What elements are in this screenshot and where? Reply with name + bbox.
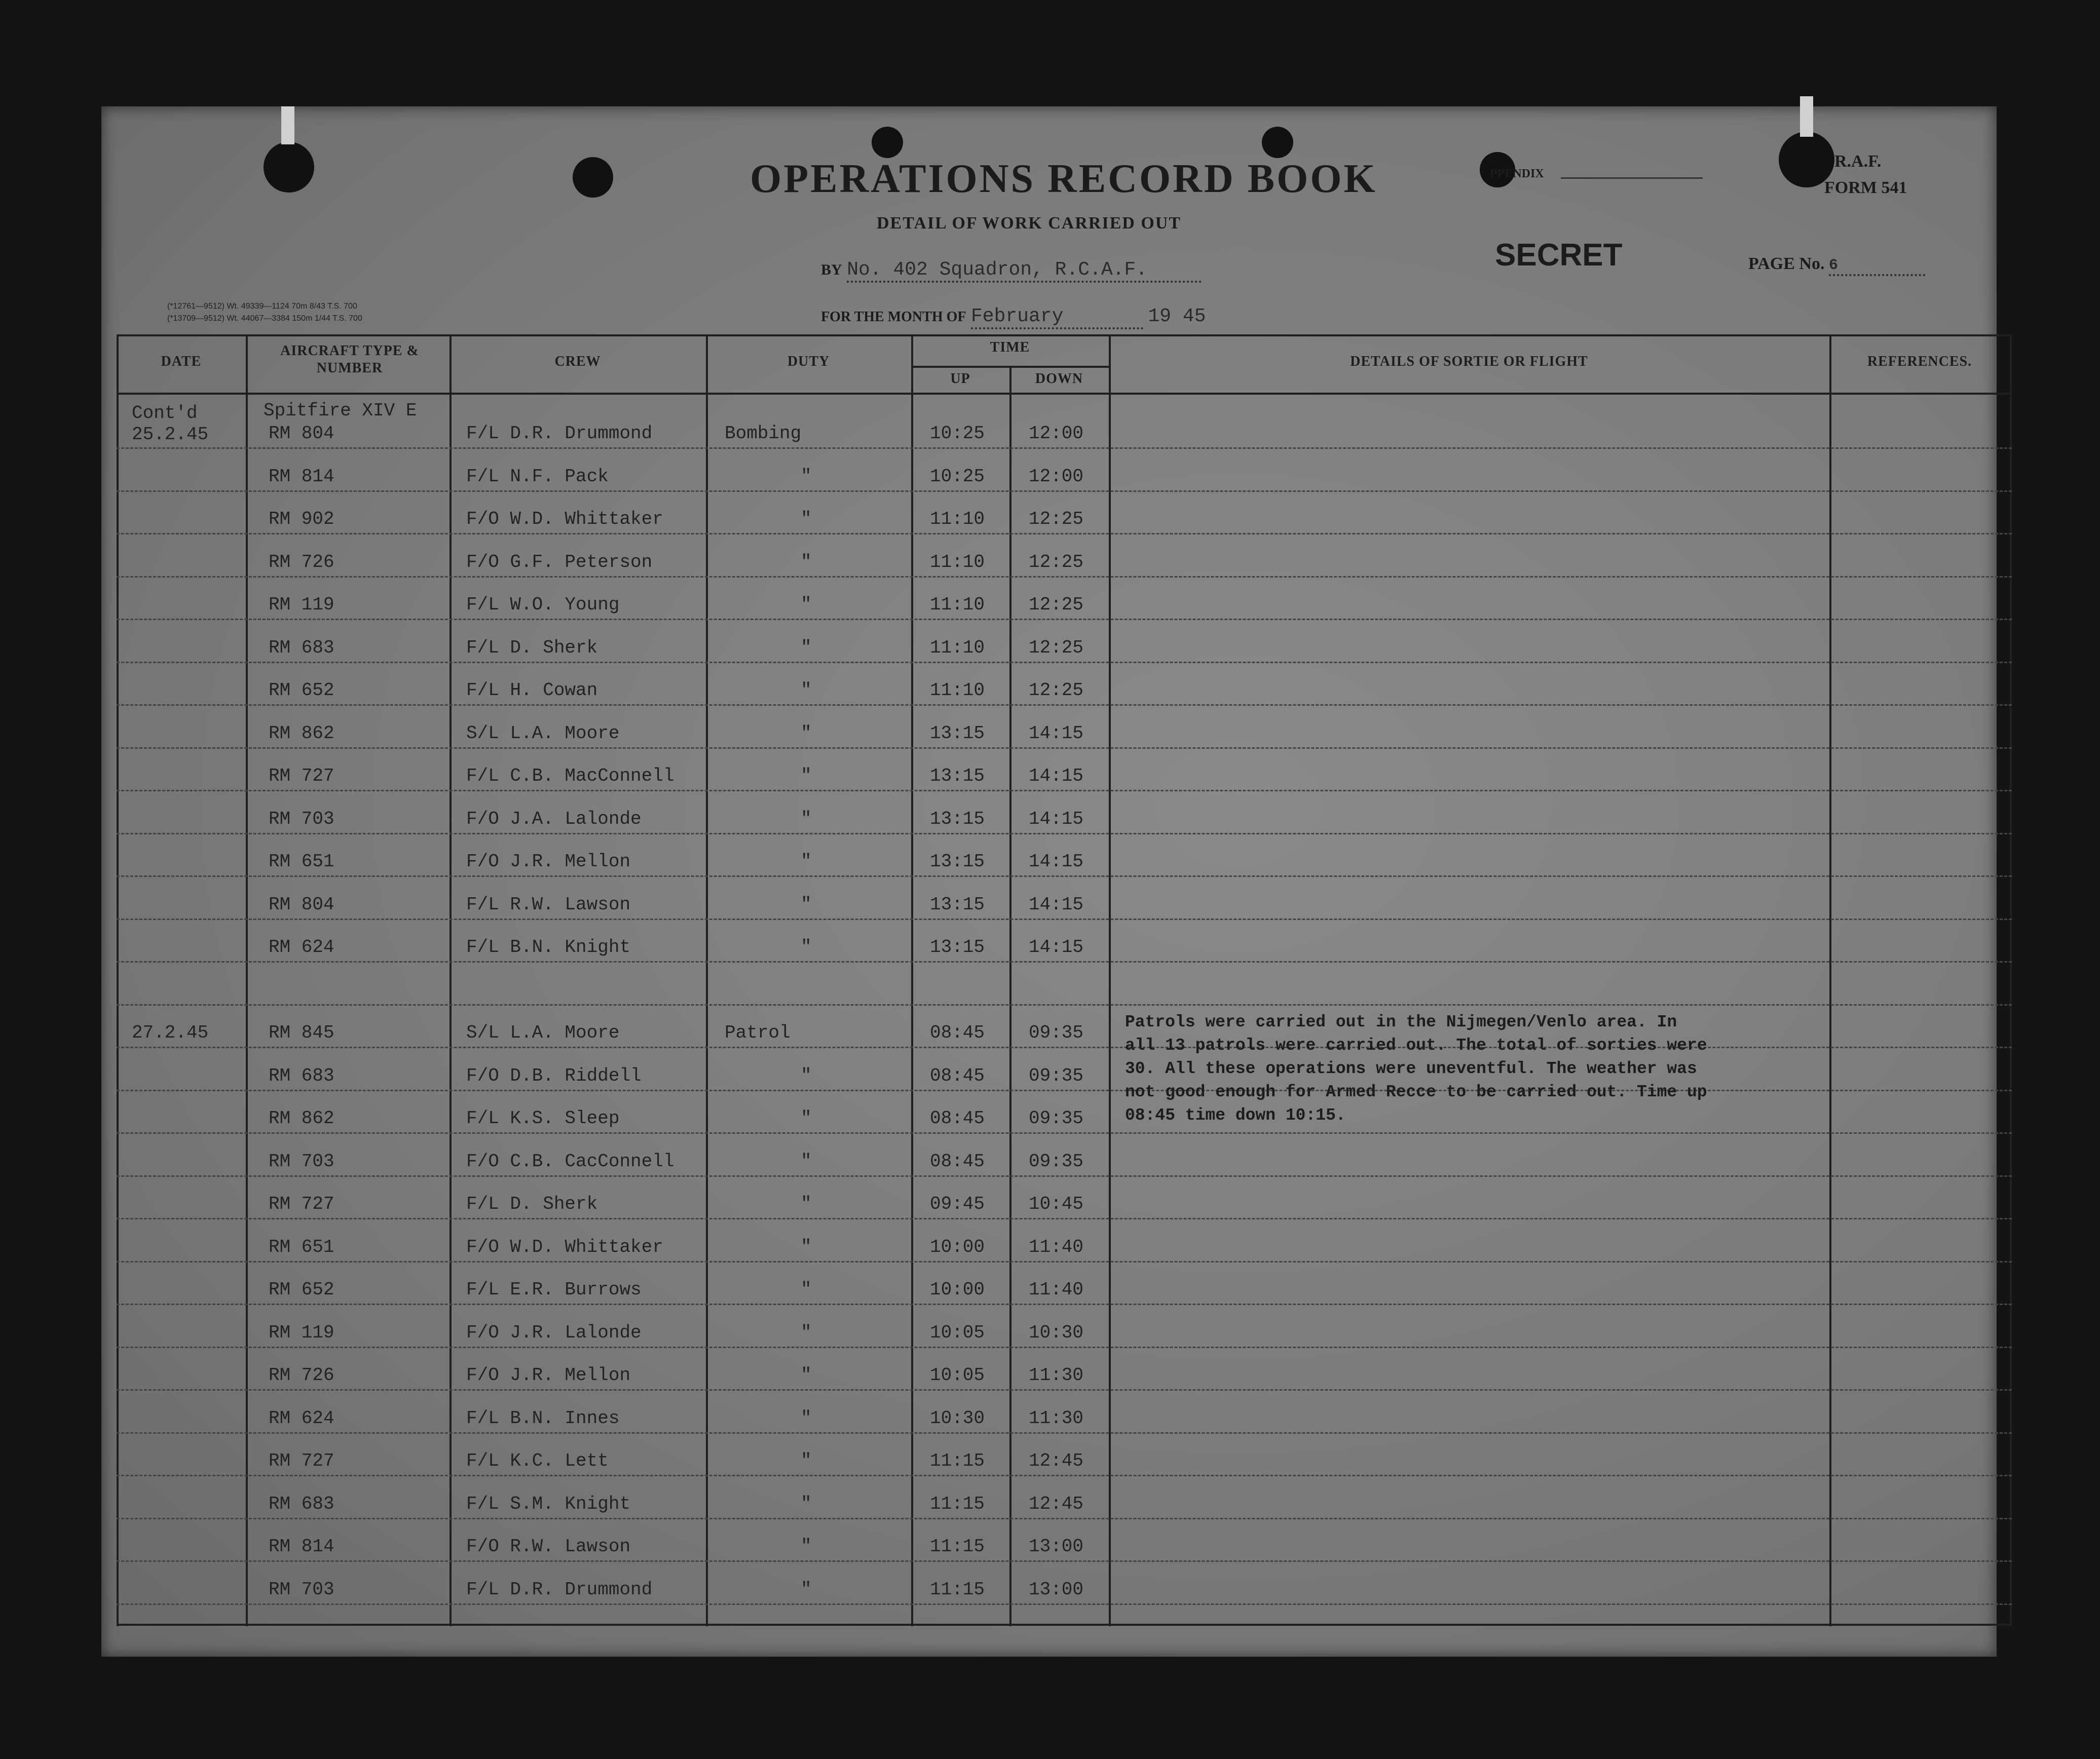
- squadron-value: No. 402 Squadron, R.C.A.F.: [847, 259, 1202, 283]
- time-up-cell: 10:25: [930, 466, 985, 487]
- row-rule: [117, 704, 2012, 706]
- aircraft-cell: RM 804: [269, 423, 334, 444]
- row-rule: [117, 961, 2012, 963]
- header-references: REFERENCES.: [1867, 354, 1972, 369]
- duty-cell: ": [801, 594, 812, 615]
- time-up-cell: 13:15: [930, 722, 985, 744]
- time-up-cell: 13:15: [930, 766, 985, 786]
- duty-cell: Patrol: [725, 1022, 791, 1043]
- row-rule: [117, 1347, 2012, 1348]
- header-up: UP: [950, 371, 970, 387]
- time-down-cell: 13:00: [1029, 1536, 1084, 1557]
- time-down-cell: 12:25: [1029, 680, 1084, 701]
- crew-cell: F/L K.S. Sleep: [466, 1108, 620, 1129]
- time-up-cell: 11:15: [930, 1536, 985, 1557]
- duty-cell: ": [801, 1108, 812, 1129]
- header-date: DATE: [161, 354, 202, 369]
- secret-stamp: SECRET: [1495, 238, 1623, 273]
- table-header-border: [117, 393, 2012, 395]
- row-rule: [117, 875, 2012, 877]
- crew-cell: F/O D.B. Riddell: [466, 1065, 642, 1086]
- appendix-line: [1561, 177, 1703, 179]
- duty-cell: ": [801, 1493, 812, 1514]
- squadron-line: [821, 257, 1202, 283]
- aircraft-cell: RM 804: [269, 894, 334, 915]
- aircraft-cell: RM 651: [269, 851, 334, 872]
- time-down-cell: 14:15: [1029, 766, 1084, 786]
- year-value: 19 45: [1148, 305, 1206, 327]
- print-reference: (*12761—9512) Wt. 49339—1124 70m 8/43 T.S. 700: [167, 302, 357, 311]
- time-down-cell: 13:00: [1029, 1579, 1084, 1600]
- duty-cell: ": [801, 1279, 812, 1300]
- date-cell: Cont'd 25.2.45: [132, 403, 209, 445]
- time-up-cell: 13:15: [930, 851, 985, 872]
- time-down-cell: 12:25: [1029, 551, 1084, 572]
- time-up-cell: 11:10: [930, 551, 985, 572]
- page-title: OPERATIONS RECORD BOOK: [750, 157, 1377, 201]
- crew-cell: F/O J.R. Mellon: [466, 851, 631, 872]
- time-down-cell: 11:30: [1029, 1407, 1084, 1429]
- row-rule: [117, 447, 2012, 449]
- duty-cell: ": [801, 722, 812, 744]
- aircraft-cell: RM 727: [269, 1450, 334, 1471]
- form-label: R.A.F.: [1834, 152, 1882, 171]
- time-up-cell: 11:15: [930, 1450, 985, 1471]
- crew-cell: F/O G.F. Peterson: [466, 551, 653, 572]
- time-down-cell: 14:15: [1029, 894, 1084, 915]
- duty-cell: ": [801, 551, 812, 572]
- time-down-cell: 12:25: [1029, 594, 1084, 615]
- aircraft-cell: RM 119: [269, 594, 334, 615]
- time-up-cell: 11:15: [930, 1493, 985, 1514]
- row-rule: [117, 619, 2012, 620]
- crew-cell: F/L D.R. Drummond: [466, 423, 653, 444]
- binder-hole: [872, 127, 903, 158]
- aircraft-cell: RM 652: [269, 1279, 334, 1300]
- duty-cell: ": [801, 894, 812, 915]
- binder-tab: [1800, 96, 1813, 137]
- aircraft-cell: RM 683: [269, 1065, 334, 1086]
- row-rule: [117, 833, 2012, 834]
- time-down-cell: 14:15: [1029, 937, 1084, 958]
- duty-cell: ": [801, 1579, 812, 1600]
- row-rule: [117, 1389, 2012, 1391]
- aircraft-cell: RM 727: [269, 766, 334, 786]
- crew-cell: F/L H. Cowan: [466, 680, 598, 701]
- aircraft-cell: RM 651: [269, 1236, 334, 1257]
- form-sheet: [101, 106, 1997, 1657]
- time-up-cell: 11:15: [930, 1579, 985, 1600]
- header-duty: DUTY: [787, 354, 830, 369]
- time-up-cell: 09:45: [930, 1194, 985, 1214]
- duty-cell: ": [801, 766, 812, 786]
- duty-cell: ": [801, 1194, 812, 1214]
- column-line: [1009, 366, 1011, 1626]
- time-down-cell: 09:35: [1029, 1151, 1084, 1172]
- time-down-cell: 10:45: [1029, 1194, 1084, 1214]
- duty-cell: ": [801, 1536, 812, 1557]
- crew-cell: F/L R.W. Lawson: [466, 894, 631, 915]
- aircraft-cell: RM 624: [269, 937, 334, 958]
- aircraft-cell: RM 845: [269, 1022, 334, 1043]
- table-top-border: [117, 334, 2012, 336]
- header-details: DETAILS OF SORTIE OR FLIGHT: [1350, 354, 1588, 369]
- crew-cell: F/L S.M. Knight: [466, 1493, 631, 1514]
- duty-cell: ": [801, 1236, 812, 1257]
- aircraft-cell: RM 703: [269, 808, 334, 829]
- date-cell: 27.2.45: [132, 1022, 209, 1043]
- page-subtitle: DETAIL OF WORK CARRIED OUT: [877, 214, 1182, 233]
- aircraft-cell: RM 703: [269, 1151, 334, 1172]
- time-down-cell: 11:40: [1029, 1236, 1084, 1257]
- crew-cell: S/L L.A. Moore: [466, 722, 620, 744]
- crew-cell: F/L D.R. Drummond: [466, 1579, 653, 1600]
- row-rule: [117, 790, 2012, 791]
- duty-cell: Bombing: [725, 423, 802, 444]
- duty-cell: ": [801, 1322, 812, 1343]
- row-rule: [117, 490, 2012, 492]
- time-up-cell: 13:15: [930, 937, 985, 958]
- duty-cell: ": [801, 1065, 812, 1086]
- month-line: [821, 304, 1206, 329]
- time-down-cell: 09:35: [1029, 1108, 1084, 1129]
- crew-cell: F/O J.R. Lalonde: [466, 1322, 642, 1343]
- time-up-cell: 11:10: [930, 594, 985, 615]
- time-up-cell: 11:10: [930, 637, 985, 658]
- time-down-cell: 12:25: [1029, 509, 1084, 529]
- time-up-cell: 11:10: [930, 680, 985, 701]
- duty-cell: ": [801, 937, 812, 958]
- duty-cell: ": [801, 509, 812, 529]
- crew-cell: F/O W.D. Whittaker: [466, 509, 663, 529]
- row-rule: [117, 1518, 2012, 1519]
- row-rule: [117, 1261, 2012, 1263]
- time-down-cell: 09:35: [1029, 1022, 1084, 1043]
- aircraft-cell: RM 727: [269, 1194, 334, 1214]
- aircraft-cell: RM 624: [269, 1407, 334, 1429]
- row-rule: [117, 576, 2012, 578]
- binder-hole: [1262, 127, 1293, 158]
- binder-tab: [281, 106, 294, 144]
- print-reference: (*13709—9512) Wt. 44067—3384 150m 1/44 T.S. 700: [167, 314, 362, 323]
- page-label: PAGE No.: [1748, 254, 1825, 273]
- crew-cell: F/L E.R. Burrows: [466, 1279, 642, 1300]
- aircraft-cell: RM 683: [269, 1493, 334, 1514]
- row-rule: [117, 1304, 2012, 1305]
- header-down: DOWN: [1035, 371, 1083, 387]
- time-down-cell: 14:15: [1029, 722, 1084, 744]
- crew-cell: F/O R.W. Lawson: [466, 1536, 631, 1557]
- aircraft-cell: RM 862: [269, 1108, 334, 1129]
- duty-cell: ": [801, 1407, 812, 1429]
- form-number: FORM 541: [1824, 178, 1907, 197]
- row-rule: [117, 1218, 2012, 1219]
- time-down-cell: 09:35: [1029, 1065, 1084, 1086]
- time-down-cell: 12:45: [1029, 1493, 1084, 1514]
- duty-cell: ": [801, 1450, 812, 1471]
- time-up-cell: 08:45: [930, 1022, 985, 1043]
- time-down-cell: 10:30: [1029, 1322, 1084, 1343]
- time-up-cell: 10:00: [930, 1279, 985, 1300]
- time-down-cell: 14:15: [1029, 851, 1084, 872]
- time-down-cell: 11:40: [1029, 1279, 1084, 1300]
- month-value: February: [971, 305, 1143, 329]
- crew-cell: F/L W.O. Young: [466, 594, 620, 615]
- crew-cell: F/O C.B. CacConnell: [466, 1151, 674, 1172]
- time-up-cell: 13:15: [930, 808, 985, 829]
- time-down-cell: 12:00: [1029, 466, 1084, 487]
- time-up-cell: 11:10: [930, 509, 985, 529]
- row-rule: [117, 747, 2012, 749]
- row-rule: [117, 1132, 2012, 1134]
- crew-cell: F/L B.N. Innes: [466, 1407, 620, 1429]
- time-down-cell: 12:00: [1029, 423, 1084, 444]
- duty-cell: ": [801, 680, 812, 701]
- aircraft-cell: RM 683: [269, 637, 334, 658]
- duty-cell: ": [801, 851, 812, 872]
- time-down-cell: 12:25: [1029, 637, 1084, 658]
- time-up-cell: 10:30: [930, 1407, 985, 1429]
- row-rule: [117, 662, 2012, 663]
- aircraft-cell: RM 814: [269, 466, 334, 487]
- row-rule: [117, 1004, 2012, 1006]
- duty-cell: ": [801, 637, 812, 658]
- aircraft-type: Spitfire XIV E: [264, 400, 417, 421]
- duty-cell: ": [801, 808, 812, 829]
- operations-table: [117, 334, 2012, 1626]
- time-up-cell: 10:00: [930, 1236, 985, 1257]
- by-label: BY: [821, 261, 842, 278]
- row-rule: [117, 1432, 2012, 1434]
- time-up-cell: 08:45: [930, 1108, 985, 1129]
- row-rule: [117, 1475, 2012, 1476]
- page-number-line: [1748, 254, 1925, 276]
- duty-cell: ": [801, 1365, 812, 1386]
- row-rule: [117, 919, 2012, 920]
- crew-cell: F/L K.C. Lett: [466, 1450, 609, 1471]
- page-number: 6: [1829, 257, 1925, 276]
- time-down-cell: 12:45: [1029, 1450, 1084, 1471]
- crew-cell: F/L D. Sherk: [466, 1194, 598, 1214]
- header-crew: CREW: [554, 354, 601, 369]
- month-label: FOR THE MONTH OF: [821, 309, 966, 325]
- duty-cell: ": [801, 466, 812, 487]
- crew-cell: F/O J.A. Lalonde: [466, 808, 642, 829]
- aircraft-cell: RM 902: [269, 509, 334, 529]
- time-up-cell: 13:15: [930, 894, 985, 915]
- time-down-cell: 11:30: [1029, 1365, 1084, 1386]
- appendix-label: PPENDIX: [1490, 167, 1544, 180]
- binder-hole: [264, 142, 314, 193]
- time-up-cell: 10:05: [930, 1322, 985, 1343]
- aircraft-cell: RM 726: [269, 1365, 334, 1386]
- crew-cell: F/L B.N. Knight: [466, 937, 631, 958]
- row-rule: [117, 533, 2012, 534]
- time-up-cell: 08:45: [930, 1065, 985, 1086]
- row-rule: [117, 1175, 2012, 1177]
- row-rule: [117, 1560, 2012, 1562]
- time-up-cell: 10:05: [930, 1365, 985, 1386]
- crew-cell: F/O W.D. Whittaker: [466, 1236, 663, 1257]
- aircraft-cell: RM 703: [269, 1579, 334, 1600]
- duty-cell: ": [801, 1151, 812, 1172]
- crew-cell: F/O J.R. Mellon: [466, 1365, 631, 1386]
- crew-cell: S/L L.A. Moore: [466, 1022, 620, 1043]
- header-time: TIME: [990, 339, 1030, 355]
- aircraft-cell: RM 119: [269, 1322, 334, 1343]
- header-aircraft: AIRCRAFT TYPE & NUMBER: [280, 343, 419, 376]
- aircraft-cell: RM 652: [269, 680, 334, 701]
- crew-cell: F/L N.F. Pack: [466, 466, 609, 487]
- aircraft-cell: RM 862: [269, 722, 334, 744]
- sortie-details: Patrols were carried out in the Nijmegen/Venlo area. In all 13 patrols were carried out. The total of sorties were 30. All these operations were uneventful. The weather was not good enough for Armed Recce to be carried out. Time up 08:45 time down 10:15.: [1125, 1013, 1707, 1125]
- time-up-cell: 08:45: [930, 1151, 985, 1172]
- aircraft-cell: RM 726: [269, 551, 334, 572]
- row-rule: [117, 1603, 2012, 1605]
- binder-hole: [573, 157, 613, 198]
- time-up-cell: 10:25: [930, 423, 985, 444]
- aircraft-cell: RM 814: [269, 1536, 334, 1557]
- crew-cell: F/L C.B. MacConnell: [466, 766, 674, 786]
- crew-cell: F/L D. Sherk: [466, 637, 598, 658]
- table-bottom-border: [117, 1624, 2012, 1626]
- time-down-cell: 14:15: [1029, 808, 1084, 829]
